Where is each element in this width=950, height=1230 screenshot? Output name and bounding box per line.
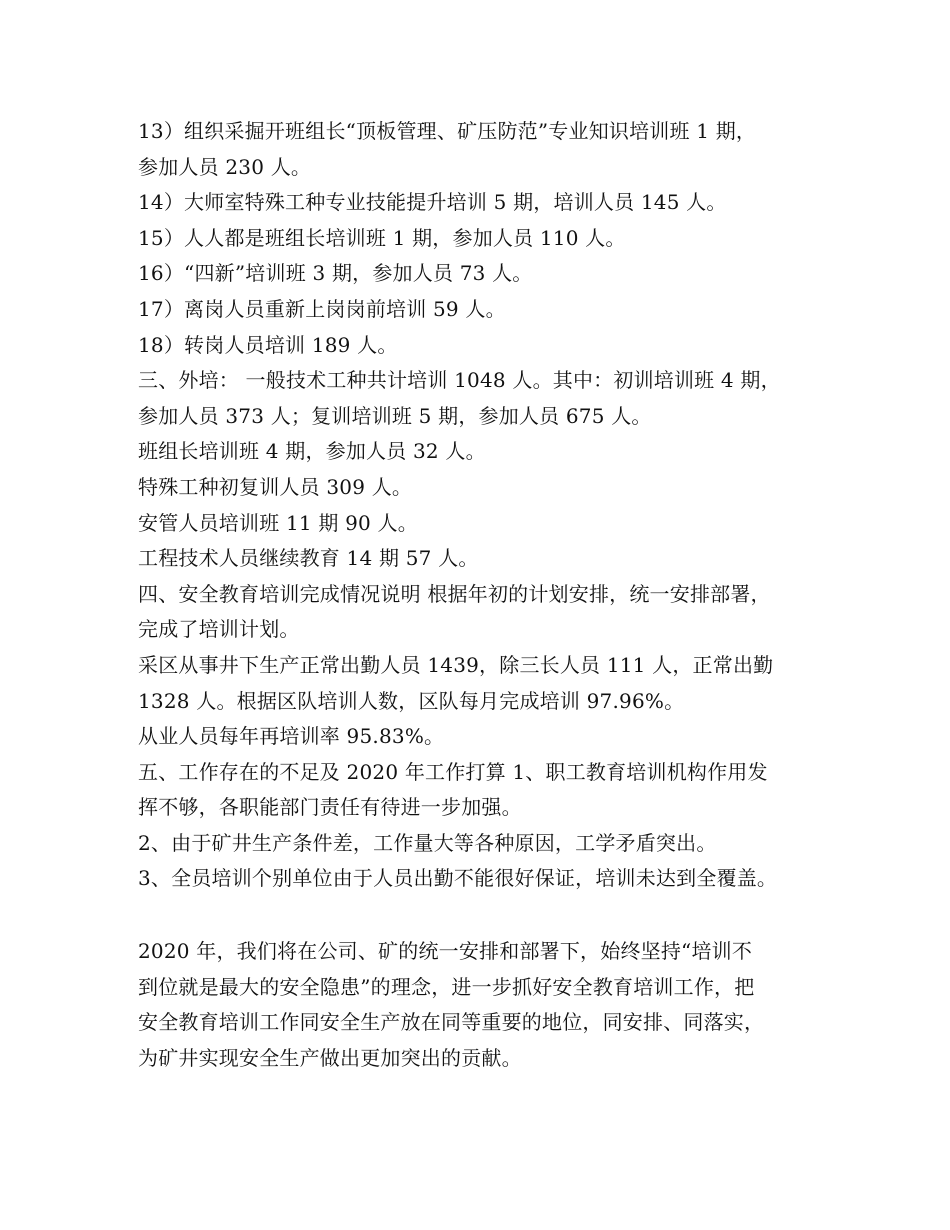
closing-paragraph-line: 为矿井实现安全生产做出更加突出的贡献。 — [138, 1045, 522, 1070]
text-line: 参加人员 230 人。 — [138, 154, 312, 179]
closing-paragraph-line: 安全教育培训工作同安全生产放在同等重要的地位，同安排、同落实， — [138, 1010, 765, 1035]
text-line: 完成了培训计划。 — [138, 617, 300, 642]
text-line: 13）组织采掘开班组长“顶板管理、矿压防范”专业知识培训班 1 期， — [138, 119, 757, 143]
text-line: 15）人人都是班组长培训班 1 期，参加人员 110 人。 — [138, 225, 626, 250]
text-line: 17）离岗人员重新上岗岗前培训 59 人。 — [138, 296, 506, 321]
document-body — [138, 114, 838, 1076]
text-line: 18）转岗人员培训 189 人。 — [138, 332, 398, 357]
text-line: 三、外培： 一般技术工种共计培训 1048 人。其中：初训培训班 4 期， — [138, 368, 781, 393]
text-line: 五、工作存在的不足及 2020 年工作打算 1、职工教育培训机构作用发 — [138, 759, 768, 784]
text-line: 工程技术人员继续教育 14 期 57 人。 — [138, 546, 479, 571]
paragraph-gap — [138, 897, 838, 934]
text-line: 16）“四新”培训班 3 期，参加人员 73 人。 — [138, 261, 533, 286]
text-line: 挥不够，各职能部门责任有待进一步加强。 — [138, 795, 522, 820]
text-line: 安管人员培训班 11 期 90 人。 — [138, 510, 418, 535]
text-line: 2、由于矿井生产条件差，工作量大等各种原因，工学矛盾突出。 — [138, 830, 717, 855]
text-line: 班组长培训班 4 期，参加人员 32 人。 — [138, 439, 486, 464]
text-line: 3、全员培训个别单位由于人员出勤不能很好保证，培训未达到全覆盖。 — [138, 866, 778, 891]
text-line: 从业人员每年再培训率 95.83%。 — [138, 724, 445, 749]
closing-paragraph-line: 到位就是最大的安全隐患”的理念，进一步抓好安全教育培训工作，把 — [138, 974, 755, 999]
text-line: 特殊工种初复训人员 309 人。 — [138, 474, 413, 499]
text-line: 参加人员 373 人；复训培训班 5 期，参加人员 675 人。 — [138, 403, 652, 428]
text-line: 采区从事井下生产正常出勤人员 1439，除三长人员 111 人，正常出勤 — [138, 652, 774, 677]
text-line: 1328 人。根据区队培训人数，区队每月完成培训 97.96%。 — [138, 688, 685, 713]
text-line: 14）大师室特殊工种专业技能提升培训 5 期，培训人员 145 人。 — [138, 190, 727, 215]
closing-paragraph-line: 2020 年，我们将在公司、矿的统一安排和部署下，始终坚持“培训不 — [138, 939, 753, 964]
text-line: 四、安全教育培训完成情况说明 根据年初的计划安排，统一安排部署， — [138, 581, 771, 606]
